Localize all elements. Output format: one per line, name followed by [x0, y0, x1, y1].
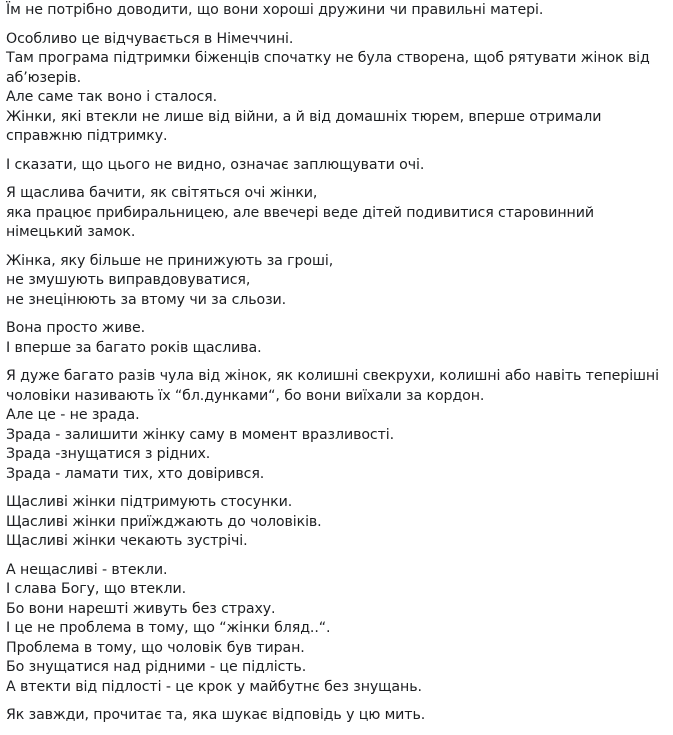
- paragraph: [6, 1, 670, 21]
- paragraph: [6, 252, 670, 311]
- paragraph: [6, 367, 670, 484]
- text-line: Їм не потрібно доводити, що вони хороші дружини чи правильні матері.: [6, 2, 544, 18]
- paragraph: [6, 561, 670, 698]
- text-line: А втекти від підлості - це крок у майбутнє без знущань.: [6, 678, 422, 695]
- text-line: А нещасливі - втекли.: [6, 561, 168, 578]
- text-line: Але це - не зрада.: [6, 407, 140, 423]
- text-line: Зрада -знущатися з рідних.: [6, 446, 211, 462]
- text-line: Зрада - ламати тих, хто довірився.: [6, 465, 265, 482]
- text-line: Вона просто живе.: [6, 320, 146, 336]
- paragraph: [6, 156, 670, 176]
- text-line: не змушують виправдовуватися,: [6, 272, 251, 288]
- text-line: Я щаслива бачити, як світяться очі жінки,: [6, 185, 318, 201]
- text-line: Жінка, яку більше не принижують за гроші,: [6, 252, 334, 269]
- text-line: І сказати, що цього не видно, означає заплющувати очі.: [6, 156, 425, 173]
- paragraph: [6, 319, 670, 358]
- text-line: Щасливі жінки чекають зустрічі.: [6, 533, 248, 549]
- text-line: Зрада - залишити жінку саму в момент вразливості.: [6, 426, 395, 443]
- paragraph: [6, 184, 670, 243]
- text-line: Щасливі жінки приїжджають до чоловіків.: [6, 513, 322, 530]
- paragraph: [6, 30, 670, 147]
- paragraph: [6, 493, 670, 552]
- text-line: Бо знущатися над рідними - це підлість.: [6, 659, 307, 675]
- paragraph: [6, 706, 670, 726]
- post-text: [6, 1, 670, 735]
- text-line: І слава Богу, що втекли.: [6, 581, 186, 597]
- text-line: Жінки, які втекли не лише від війни, а й від домашніх тюрем, вперше отримали справжню підтримку.: [6, 108, 602, 144]
- text-line: Бо вони нарешті живуть без страху.: [6, 600, 276, 617]
- text-line: І вперше за багато років щаслива.: [6, 339, 262, 356]
- text-line: І це не проблема в тому, що “жінки бляд..“.: [6, 620, 331, 636]
- text-line: Як завжди, прочитає та, яка шукає відповідь у цю мить.: [6, 707, 426, 723]
- text-line: Там програма підтримки біженців спочатку не була створена, щоб рятувати жінок від аб’юзерів.: [6, 50, 650, 86]
- text-line: Я дуже багато разів чула від жінок, як колишні свекрухи, колишні або навіть теперішні чоловіки називають їх “бл.дунками“, бо вони виїхали за кордон.: [6, 368, 659, 404]
- text-line: Особливо це відчувається в Німеччині.: [6, 30, 294, 47]
- text-line: не знецінюють за втому чи за сльози.: [6, 291, 287, 308]
- text-line: яка працює прибиральницею, але ввечері веде дітей подивитися старовинний німецький замок.: [6, 204, 594, 240]
- text-line: Але саме так воно і сталося.: [6, 89, 217, 105]
- text-line: Проблема в тому, що чоловік був тиран.: [6, 639, 305, 656]
- text-line: Щасливі жінки підтримують стосунки.: [6, 494, 293, 510]
